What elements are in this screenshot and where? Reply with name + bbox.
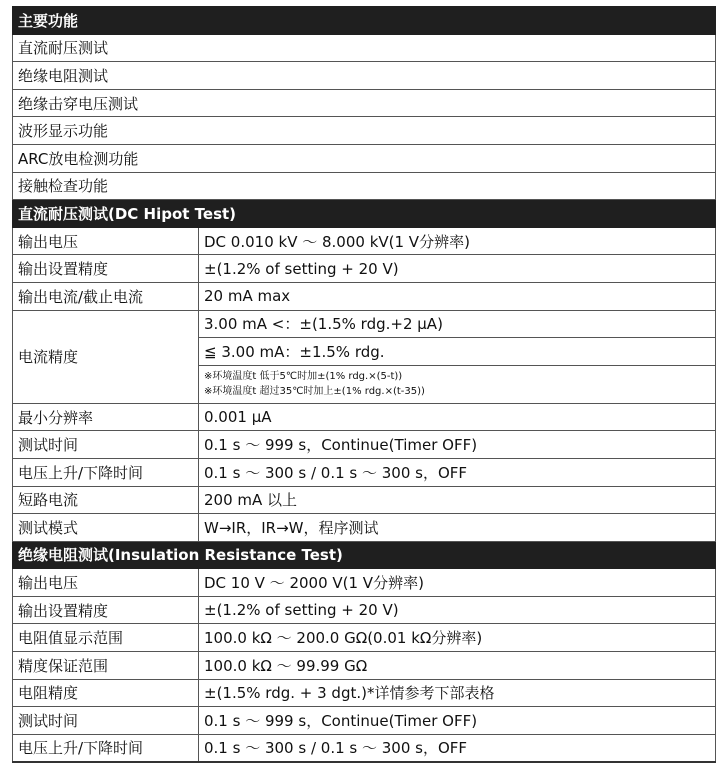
section-header-dc-hipot	[13, 200, 716, 228]
spec-value: ±(1.2% of setting + 20 V)	[199, 596, 716, 624]
spec-value: ±(1.5% rdg. + 3 dgt.)*详情参考下部表格	[199, 679, 716, 707]
temperature-notes	[199, 365, 716, 403]
section-header-insulation	[13, 541, 716, 569]
section-title: 直流耐压测试(DC Hipot Test)	[13, 200, 716, 228]
spec-value: 20 mA max	[199, 282, 716, 310]
spec-value-line2: ≦ 3.00 mA：±1.5% rdg.	[199, 338, 716, 366]
spec-label: 电压上升/下降时间	[13, 734, 199, 762]
spec-value: 0.1 s 〜 999 s，Continue(Timer OFF)	[199, 707, 716, 735]
spec-value: 200 mA 以上	[199, 486, 716, 514]
spec-label: 输出电压	[13, 569, 199, 597]
spec-label: 电流精度	[13, 310, 199, 403]
function-item: 接触检查功能	[13, 172, 716, 200]
function-item: 绝缘击穿电压测试	[13, 89, 716, 117]
spec-row-ir-output-accuracy	[13, 596, 716, 624]
spec-value: 0.1 s 〜 300 s / 0.1 s 〜 300 s，OFF	[199, 734, 716, 762]
spec-value: ±(1.2% of setting + 20 V)	[199, 255, 716, 283]
spec-label: 测试模式	[13, 514, 199, 542]
spec-row-ir-resistance-accuracy	[13, 679, 716, 707]
spec-row-output-current	[13, 282, 716, 310]
spec-value: 100.0 kΩ 〜 200.0 GΩ(0.01 kΩ分辨率)	[199, 624, 716, 652]
spec-value: W→IR，IR→W，程序测试	[199, 514, 716, 542]
spec-label: 电阻精度	[13, 679, 199, 707]
spec-row-ir-output-voltage	[13, 569, 716, 597]
spec-label: 电压上升/下降时间	[13, 458, 199, 486]
temperature-note-high: ※环境温度t 超过35℃时加上±(1% rdg.×(t-35))	[204, 386, 425, 398]
spec-label: 输出设置精度	[13, 255, 199, 283]
function-item: 绝缘电阻测试	[13, 62, 716, 90]
spec-label: 输出电流/截止电流	[13, 282, 199, 310]
spec-value: DC 10 V 〜 2000 V(1 V分辨率)	[199, 569, 716, 597]
spec-value: 0.1 s 〜 999 s，Continue(Timer OFF)	[199, 431, 716, 459]
spec-row-test-mode	[13, 514, 716, 542]
spec-value: 100.0 kΩ 〜 99.99 GΩ	[199, 652, 716, 680]
spec-row-test-time	[13, 431, 716, 459]
section-title: 绝缘电阻测试(Insulation Resistance Test)	[13, 541, 716, 569]
spec-label: 输出电压	[13, 227, 199, 255]
function-row	[13, 89, 716, 117]
spec-label: 精度保证范围	[13, 652, 199, 680]
function-item: ARC放电检测功能	[13, 144, 716, 172]
spec-row-output-voltage	[13, 227, 716, 255]
function-row	[13, 34, 716, 62]
spec-row-output-accuracy	[13, 255, 716, 283]
spec-row-ir-display-range	[13, 624, 716, 652]
spec-value: DC 0.010 kV 〜 8.000 kV(1 V分辨率)	[199, 227, 716, 255]
temperature-note-low: ※环境温度t 低于5℃时加±(1% rdg.×(5-t))	[204, 371, 403, 383]
section-header-main-functions	[13, 7, 716, 35]
spec-row-ir-test-time	[13, 707, 716, 735]
function-row	[13, 144, 716, 172]
spec-value-line1: 3.00 mA <：±(1.5% rdg.+2 μA)	[199, 310, 716, 338]
spec-table	[12, 6, 716, 763]
function-row	[13, 172, 716, 200]
spec-label: 测试时间	[13, 707, 199, 735]
spec-row-min-resolution	[13, 403, 716, 431]
function-item: 波形显示功能	[13, 117, 716, 145]
spec-row-ir-ramp-time	[13, 734, 716, 762]
spec-row-current-accuracy	[13, 310, 716, 338]
function-row	[13, 117, 716, 145]
spec-value: 0.1 s 〜 300 s / 0.1 s 〜 300 s，OFF	[199, 458, 716, 486]
spec-row-ramp-time	[13, 458, 716, 486]
section-title: 主要功能	[13, 7, 716, 35]
function-item: 直流耐压测试	[13, 34, 716, 62]
spec-label: 最小分辨率	[13, 403, 199, 431]
function-row	[13, 62, 716, 90]
spec-label: 输出设置精度	[13, 596, 199, 624]
spec-label: 电阻值显示范围	[13, 624, 199, 652]
spec-row-short-current	[13, 486, 716, 514]
spec-value: 0.001 μA	[199, 403, 716, 431]
spec-row-ir-guarantee-range	[13, 652, 716, 680]
spec-label: 短路电流	[13, 486, 199, 514]
spec-label: 测试时间	[13, 431, 199, 459]
